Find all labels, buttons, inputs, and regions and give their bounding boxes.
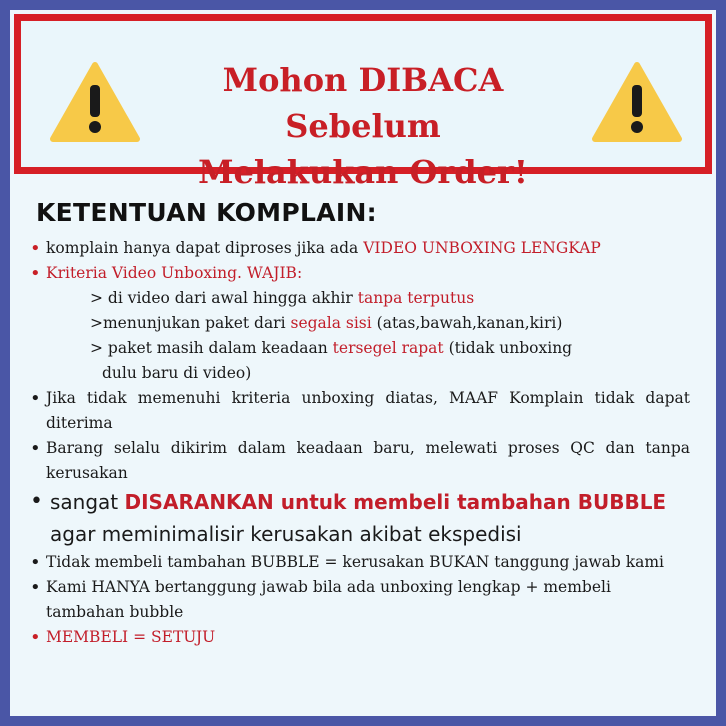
highlight-text: VIDEO UNBOXING LENGKAP <box>363 239 601 257</box>
bullet-icon: • <box>30 388 41 409</box>
bullet-icon: • <box>30 552 41 573</box>
list-item: • komplain hanya dapat diproses jika ada VIDEO UNBOXING LENGKAP <box>30 238 601 259</box>
complaint-rules-list <box>28 236 690 650</box>
sub-item: > paket masih dalam keadaan tersegel rapat (tidak unboxing <box>90 339 573 357</box>
list-item: • Kami HANYA bertanggung jawab bila ada unboxing lengkap + membeli tambahan bubble <box>30 577 611 621</box>
list-item: • MEMBELI = SETUJU <box>30 627 216 648</box>
bullet-icon: • <box>30 489 43 514</box>
page-title <box>141 57 585 195</box>
title-line-1: Mohon DIBACA Sebelum <box>222 61 504 145</box>
highlight-text: DISARANKAN untuk membeli tambahan BUBBLE <box>124 490 667 514</box>
warning-icon <box>49 61 141 143</box>
notice-card <box>10 10 716 716</box>
sub-item: > di video dari awal hingga akhir tanpa terputus <box>90 289 475 307</box>
bullet-icon: • <box>30 238 41 259</box>
sub-item: >menunjukan paket dari segala sisi (atas,bawah,kanan,kiri) <box>90 314 563 332</box>
bullet-icon: • <box>30 263 41 284</box>
highlight-text: tersegel rapat <box>332 339 444 357</box>
list-item: • Tidak membeli tambahan BUBBLE = kerusakan BUKAN tanggung jawab kami <box>30 552 665 573</box>
highlight-text: tanpa terputus <box>357 289 475 307</box>
highlight-text: segala sisi <box>290 314 372 332</box>
sub-item-continuation: dulu baru di video) <box>102 364 252 382</box>
list-item: • Barang selalu dikirim dalam keadaan baru, melewati proses QC dan tanpa kerusakan <box>30 438 690 482</box>
list-item: • Jika tidak memenuhi kriteria unboxing diatas, MAAF Komplain tidak dapat diterima <box>30 388 690 432</box>
section-title: KETENTUAN KOMPLAIN: <box>36 198 377 227</box>
bullet-icon: • <box>30 577 41 598</box>
title-line-2: Melakukan Order! <box>198 153 528 191</box>
bullet-icon: • <box>30 627 41 648</box>
bullet-icon: • <box>30 438 41 459</box>
header-banner <box>14 14 712 191</box>
list-item: • Kriteria Video Unboxing. WAJIB: <box>30 263 303 284</box>
warning-icon <box>591 61 683 143</box>
list-item-emphasis: • sangat DISARANKAN untuk membeli tambahan BUBBLE agar meminimalisir kerusakan akibat ekspedisi <box>28 486 690 550</box>
